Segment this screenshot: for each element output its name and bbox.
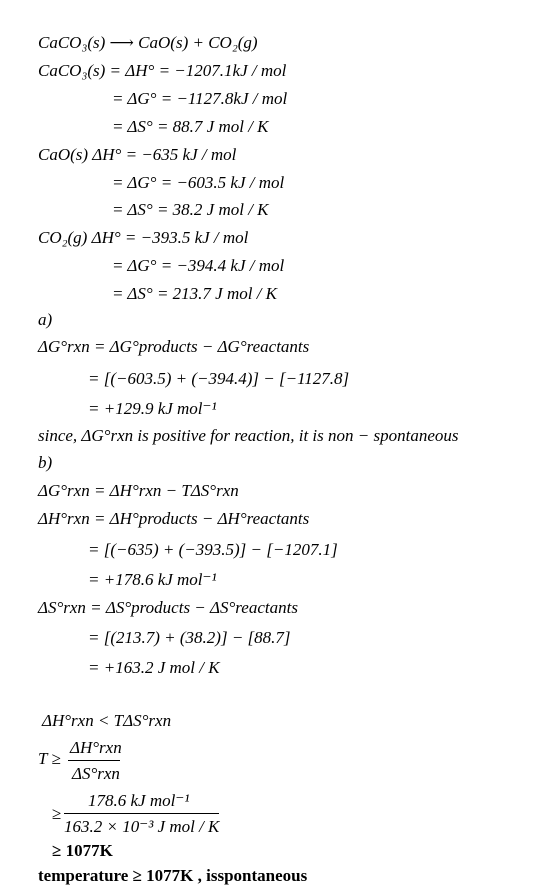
part-b-entropy-definition: ΔS°rxn = ΔS°products − ΔS°reactants [38, 598, 298, 617]
final-conclusion: temperature ≥ 1077K , isspontaneous [38, 866, 308, 885]
part-b-entropy-substitution: = [(213.7) + (38.2)] − [88.7] [88, 628, 291, 647]
part-b-entropy-result: = +163.2 J mol / K [88, 658, 220, 677]
cao-gibbs: = ΔG° = −603.5 kJ / mol [112, 173, 285, 192]
part-b-gibbs-equation: ΔG°rxn = ΔH°rxn − TΔS°rxn [38, 481, 239, 500]
part-b-enthalpy-result: = +178.6 kJ mol⁻¹ [88, 570, 217, 589]
reaction-equation: CaCO₃(s) ⟶ CaO(s) + CO₂(g) [38, 33, 258, 52]
part-b-enthalpy-definition: ΔH°rxn = ΔH°products − ΔH°reactants [38, 509, 310, 528]
part-a-gibbs-definition: ΔG°rxn = ΔG°products − ΔG°reactants [38, 337, 310, 356]
temperature-result: ≥ 1077K [52, 841, 113, 860]
cao-entropy: = ΔS° = 38.2 J mol / K [112, 200, 269, 219]
fraction-bar-1 [68, 760, 120, 761]
value-denominator: 163.2 × 10⁻³ J mol / K [64, 817, 220, 836]
caco3-enthalpy: CaCO₃(s) = ΔH° = −1207.1kJ / mol [38, 61, 287, 80]
co2-gibbs: = ΔG° = −394.4 kJ / mol [112, 256, 285, 275]
cao-enthalpy: CaO(s) ΔH° = −635 kJ / mol [38, 145, 237, 164]
temperature-prefix: T ≥ [38, 749, 61, 768]
temperature-numerator: ΔH°rxn [70, 738, 122, 757]
co2-enthalpy: CO₂(g) ΔH° = −393.5 kJ / mol [38, 228, 249, 247]
value-numerator: 178.6 kJ mol⁻¹ [88, 791, 190, 810]
part-a-result: = +129.9 kJ mol⁻¹ [88, 399, 217, 418]
part-a-substitution: = [(−603.5) + (−394.4)] − [−1127.8] [88, 369, 350, 388]
part-a-conclusion: since, ΔG°rxn is positive for reaction, it is non − spontaneous [38, 426, 459, 445]
part-a-label: a) [38, 310, 53, 329]
spontaneity-inequality: ΔH°rxn < TΔS°rxn [42, 711, 172, 730]
part-b-label: b) [38, 453, 53, 472]
caco3-entropy: = ΔS° = 88.7 J mol / K [112, 117, 269, 136]
ge-symbol: ≥ [52, 804, 62, 823]
caco3-gibbs: = ΔG° = −1127.8kJ / mol [112, 89, 288, 108]
fraction-bar-2 [64, 813, 219, 814]
temperature-denominator: ΔS°rxn [72, 764, 120, 783]
co2-entropy: = ΔS° = 213.7 J mol / K [112, 284, 278, 303]
part-b-enthalpy-substitution: = [(−635) + (−393.5)] − [−1207.1] [88, 540, 338, 559]
